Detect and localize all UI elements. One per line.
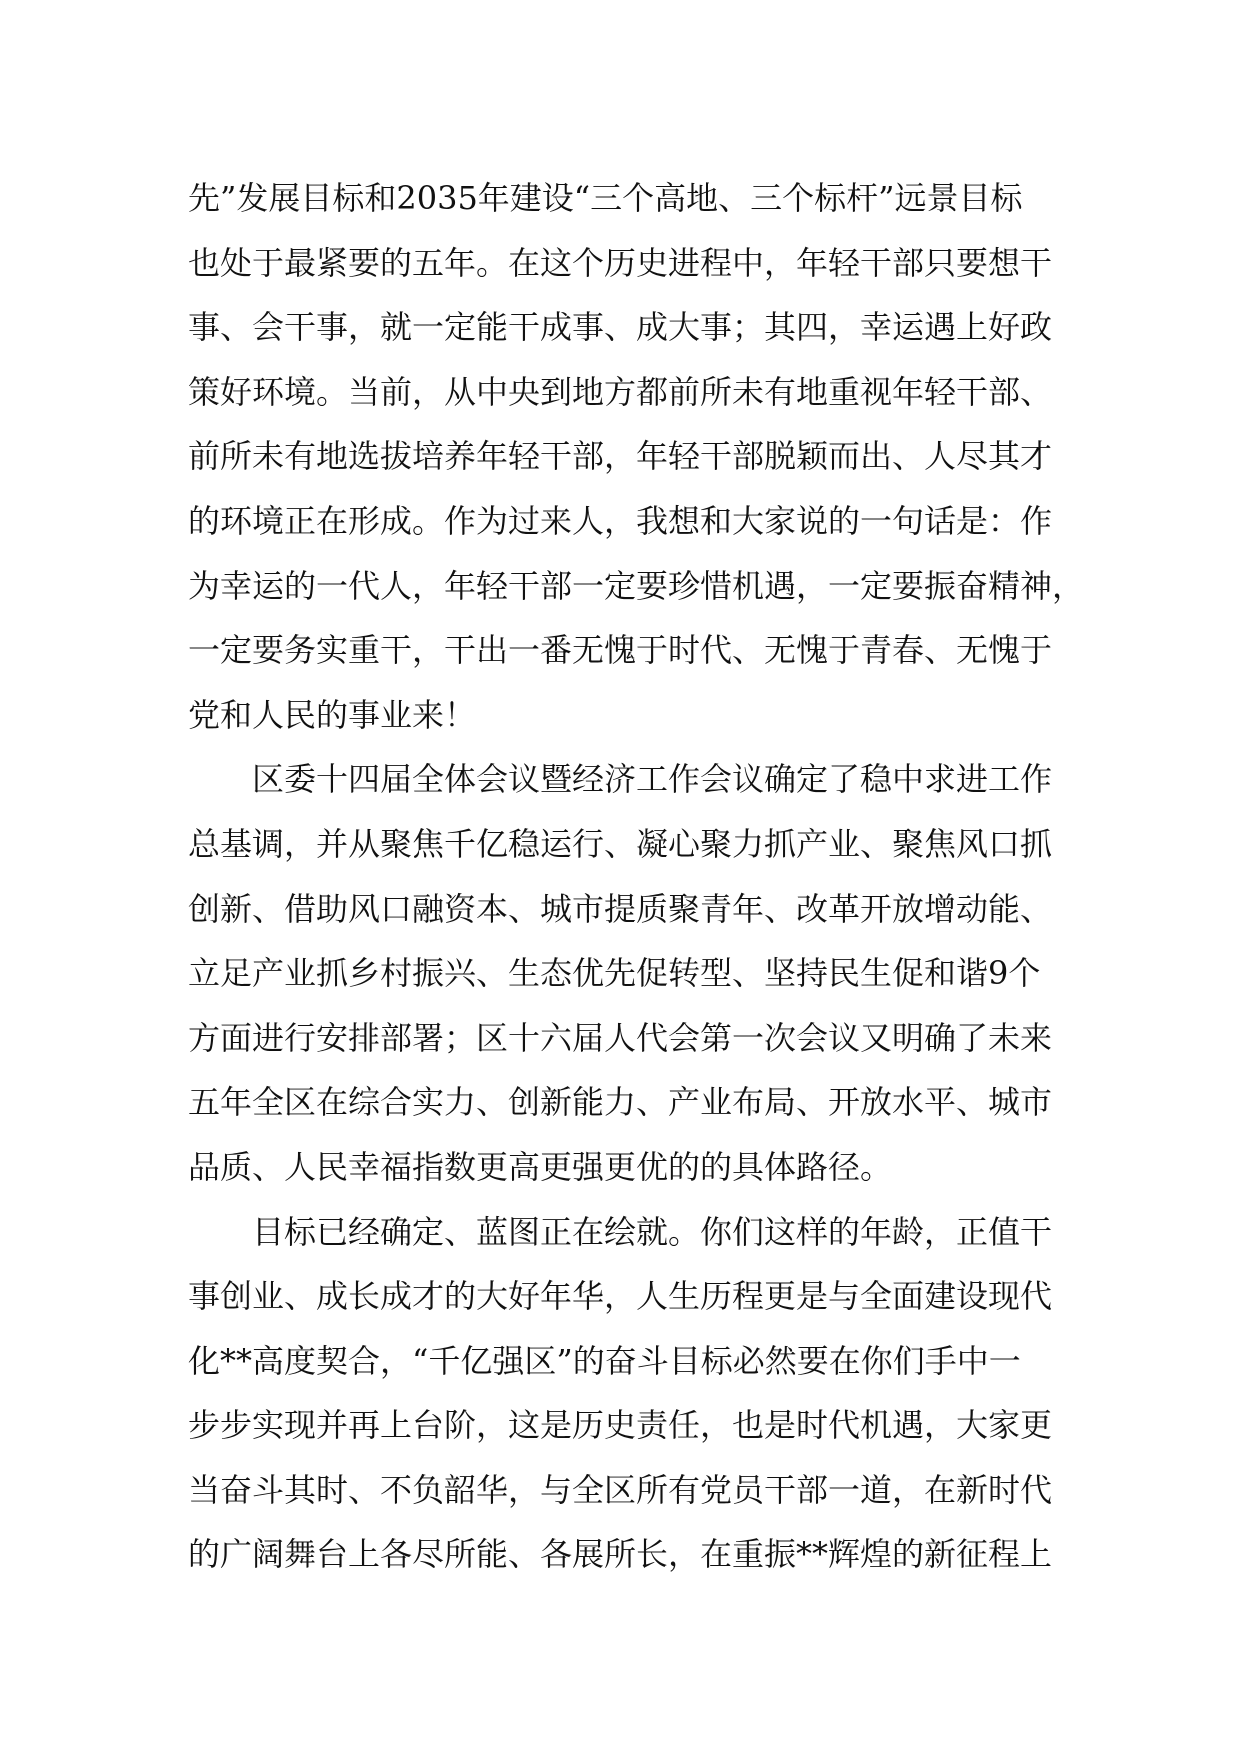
text-line: 一定要务实重干，干出一番无愧于时代、无愧于青春、无愧于: [188, 631, 1053, 670]
text-line: 总基调，并从聚焦千亿稳运行、凝心聚力抓产业、聚焦风口抓: [188, 824, 1053, 863]
text-line: 五年全区在综合实力、创新能力、产业布局、开放水平、城市: [188, 1083, 1053, 1122]
text-line: 事、会干事，就一定能干成事、成大事；其四，幸运遇上好政: [188, 308, 1053, 347]
text-line: 立足产业抓乡村振兴、生态优先促转型、坚持民生促和谐9个: [188, 954, 1041, 993]
text-line: 步步实现并再上台阶，这是历史责任，也是时代机遇，大家更: [188, 1406, 1053, 1445]
text-line: 的广阔舞台上各尽所能、各展所长，在重振**辉煌的新征程上: [188, 1535, 1053, 1574]
text-line: 先”发展目标和2035年建设“三个高地、三个标杆”远景目标: [188, 179, 1023, 217]
body-text: [188, 166, 1085, 1587]
text-line: 策好环境。当前，从中央到地方都前所未有地重视年轻干部、: [188, 372, 1053, 411]
text-line: 创新、借助风口融资本、城市提质聚青年、改革开放增动能、: [188, 889, 1053, 928]
text-line: 也处于最紧要的五年。在这个历史进程中，年轻干部只要想干: [188, 243, 1053, 282]
text-line: 化**高度契合，“千亿强区”的奋斗目标必然要在你们手中一: [188, 1341, 1021, 1380]
text-line: 当奋斗其时、不负韶华，与全区所有党员干部一道，在新时代: [188, 1470, 1053, 1509]
text-line: 党和人民的事业来！: [188, 695, 477, 734]
text-line: 品质、人民幸福指数更高更强更优的的具体路径。: [188, 1147, 893, 1186]
text-line: 方面进行安排部署；区十六届人代会第一次会议又明确了未来: [188, 1018, 1053, 1057]
text-line: 事创业、成长成才的大好年华，人生历程更是与全面建设现代: [188, 1277, 1053, 1316]
text-line: 前所未有地选拔培养年轻干部，年轻干部脱颖而出、人尽其才: [188, 437, 1053, 476]
text-line: 为幸运的一代人，年轻干部一定要珍惜机遇，一定要振奋精神，: [188, 566, 1085, 605]
paragraph-start-line: 区委十四届全体会议暨经济工作会议确定了稳中求进工作: [252, 760, 1053, 799]
text-line: 的环境正在形成。作为过来人，我想和大家说的一句话是：作: [188, 501, 1053, 540]
paragraph-start-line: 目标已经确定、蓝图正在绘就。你们这样的年龄，正值干: [252, 1212, 1053, 1251]
